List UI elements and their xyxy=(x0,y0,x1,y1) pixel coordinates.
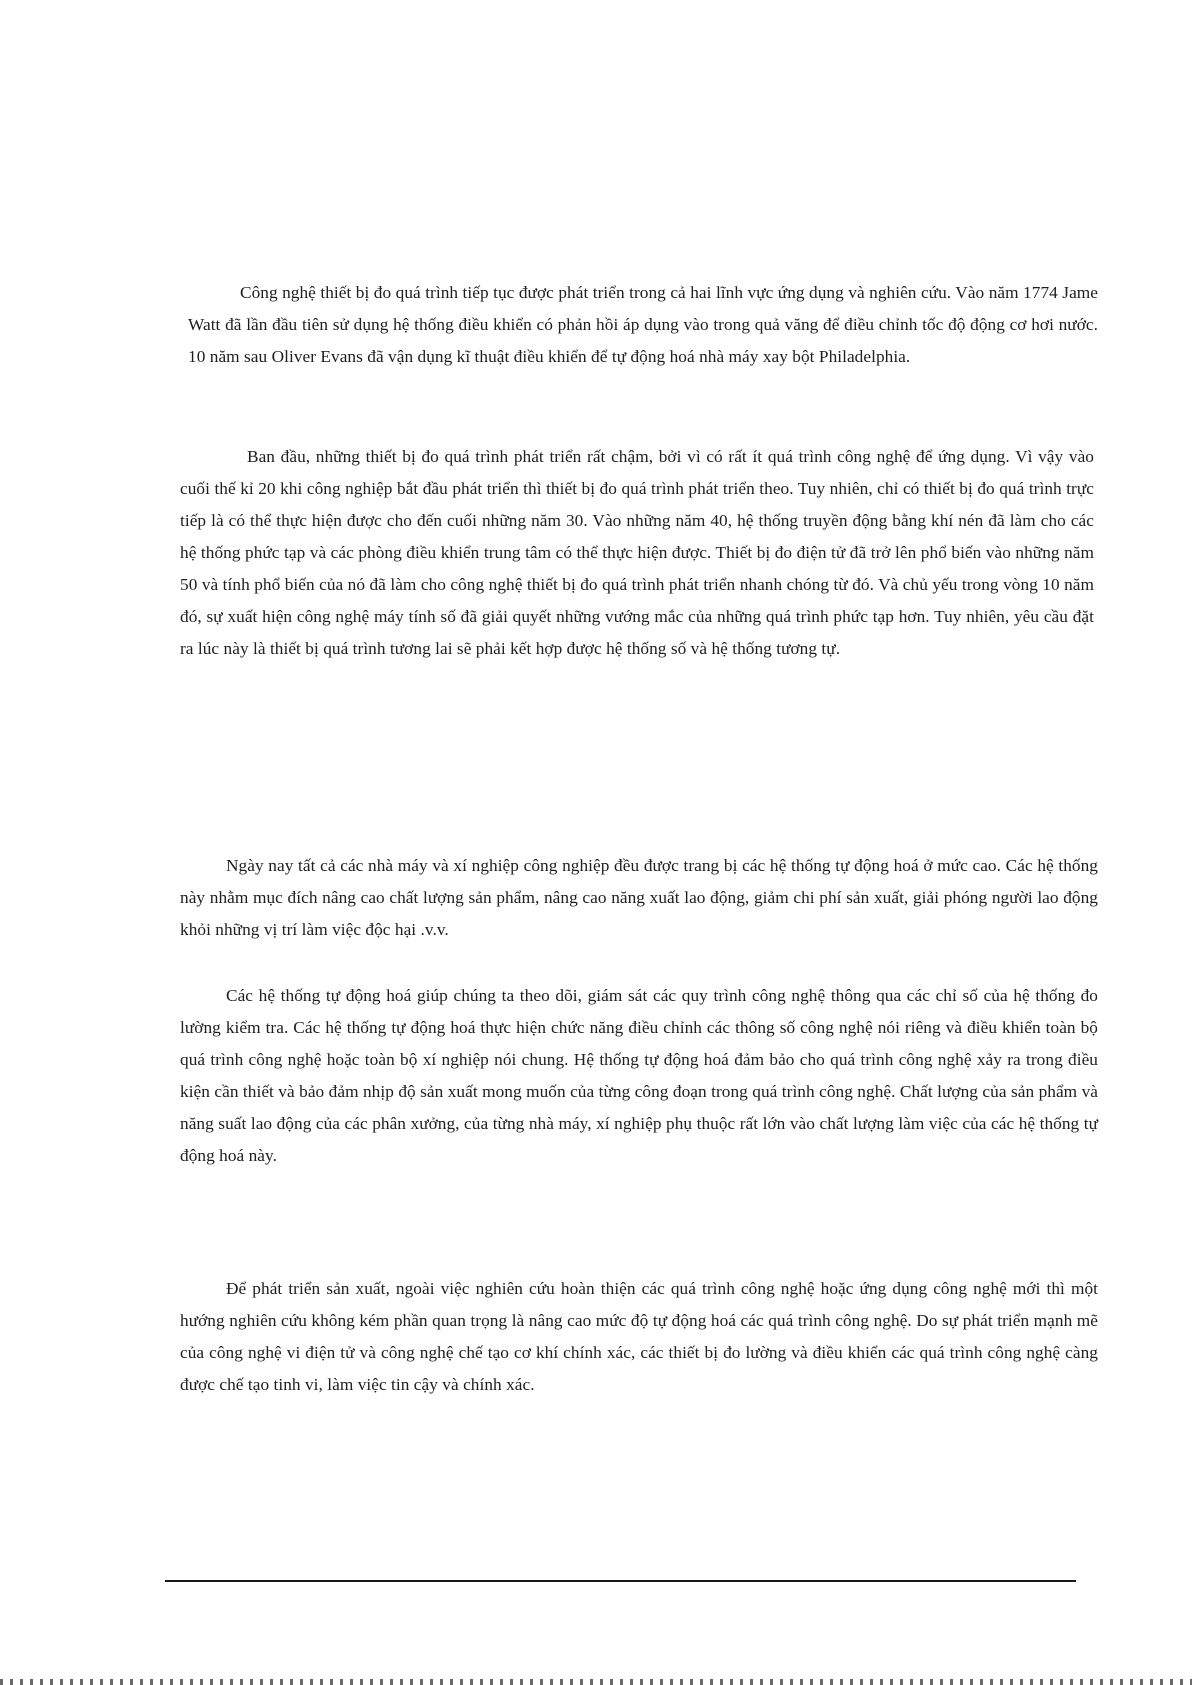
paragraph-history-watt-evans: Công nghệ thiết bị đo quá trình tiếp tục được phát triển trong cả hai lĩnh vực ứng dụng và nghiên cứu. Vào năm 1774 Jame Watt đã lần đầu tiên sử dụng hệ thống điều khiển có phản hồi áp dụng vào trong quả văng để điều chỉnh tốc độ động cơ hơi nước. 10 năm sau Oliver Evans đã vận dụng kĩ thuật điều khiển để tự động hoá nhà máy xay bột Philadelphia. xyxy=(188,283,1098,366)
paragraph-automation-systems: Các hệ thống tự động hoá giúp chúng ta theo dõi, giám sát các quy trình công nghệ thông qua các chỉ số của hệ thống đo lường kiểm tra. Các hệ thống tự động hoá thực hiện chức năng điều chỉnh các thông số công nghệ nói riêng và điều khiển toàn bộ quá trình công nghệ hoặc toàn bộ xí nghiệp nói chung. Hệ thống tự động hoá đảm bảo cho quá trình công nghệ xảy ra trong điều kiện cần thiết và bảo đảm nhịp độ sản xuất mong muốn của từng công đoạn trong quá trình công nghệ. Chất lượng của sản phẩm và năng suất lao động của các phân xưởng, của từng nhà máy, xí nghiệp phụ thuộc rất lớn vào chất lượng làm việc của các hệ thống tự động hoá này. xyxy=(180,986,1098,1165)
paragraph-production-development: Để phát triển sản xuất, ngoài việc nghiên cứu hoàn thiện các quá trình công nghệ hoặc ứng dụng công nghệ mới thì một hướng nghiên cứu không kém phần quan trọng là nâng cao mức độ tự động hoá các quá trình công nghệ. Do sự phát triển mạnh mẽ của công nghệ vi điện tử và công nghệ chế tạo cơ khí chính xác, các thiết bị đo lường và điều khiển các quá trình công nghệ càng được chế tạo tinh vi, làm việc tin cậy và chính xác. xyxy=(180,1279,1098,1394)
paragraph-modern-automation: Ngày nay tất cả các nhà máy và xí nghiệp công nghiệp đều được trang bị các hệ thống tự động hoá ở mức cao. Các hệ thống này nhằm mục đích nâng cao chất lượng sản phẩm, nâng cao năng xuất lao động, giảm chi phí sản xuất, giải phóng người lao động khỏi những vị trí làm việc độc hại .v.v. xyxy=(180,856,1098,939)
paragraph-early-instrumentation: Ban đầu, những thiết bị đo quá trình phát triển rất chậm, bởi vì có rất ít quá trình công nghệ để ứng dụng. Vì vậy vào cuối thế kỉ 20 khi công nghiệp bắt đầu phát triển thì thiết bị đo quá trình phát triển theo. Tuy nhiên, chỉ có thiết bị đo quá trình trực tiếp là có thể thực hiện được cho đến cuối những năm 30. Vào những năm 40, hệ thống truyền động bằng khí nén đã làm cho các hệ thống phức tạp và các phòng điều khiển trung tâm có thể thực hiện được. Thiết bị đo điện tử đã trở lên phổ biến vào những năm 50 và tính phổ biến của nó đã làm cho công nghệ thiết bị đo quá trình phát triển nhanh chóng từ đó. Và chủ yếu trong vòng 10 năm đó, sự xuất hiện công nghệ máy tính số đã giải quyết những vướng mắc của những quá trình phức tạp hơn. Tuy nhiên, yêu cầu đặt ra lúc này là thiết bị quá trình tương lai sẽ phải kết hợp được hệ thống số và hệ thống tương tự. xyxy=(180,447,1094,658)
page-bottom-edge xyxy=(0,1679,1192,1685)
footer-rule xyxy=(165,1580,1076,1582)
